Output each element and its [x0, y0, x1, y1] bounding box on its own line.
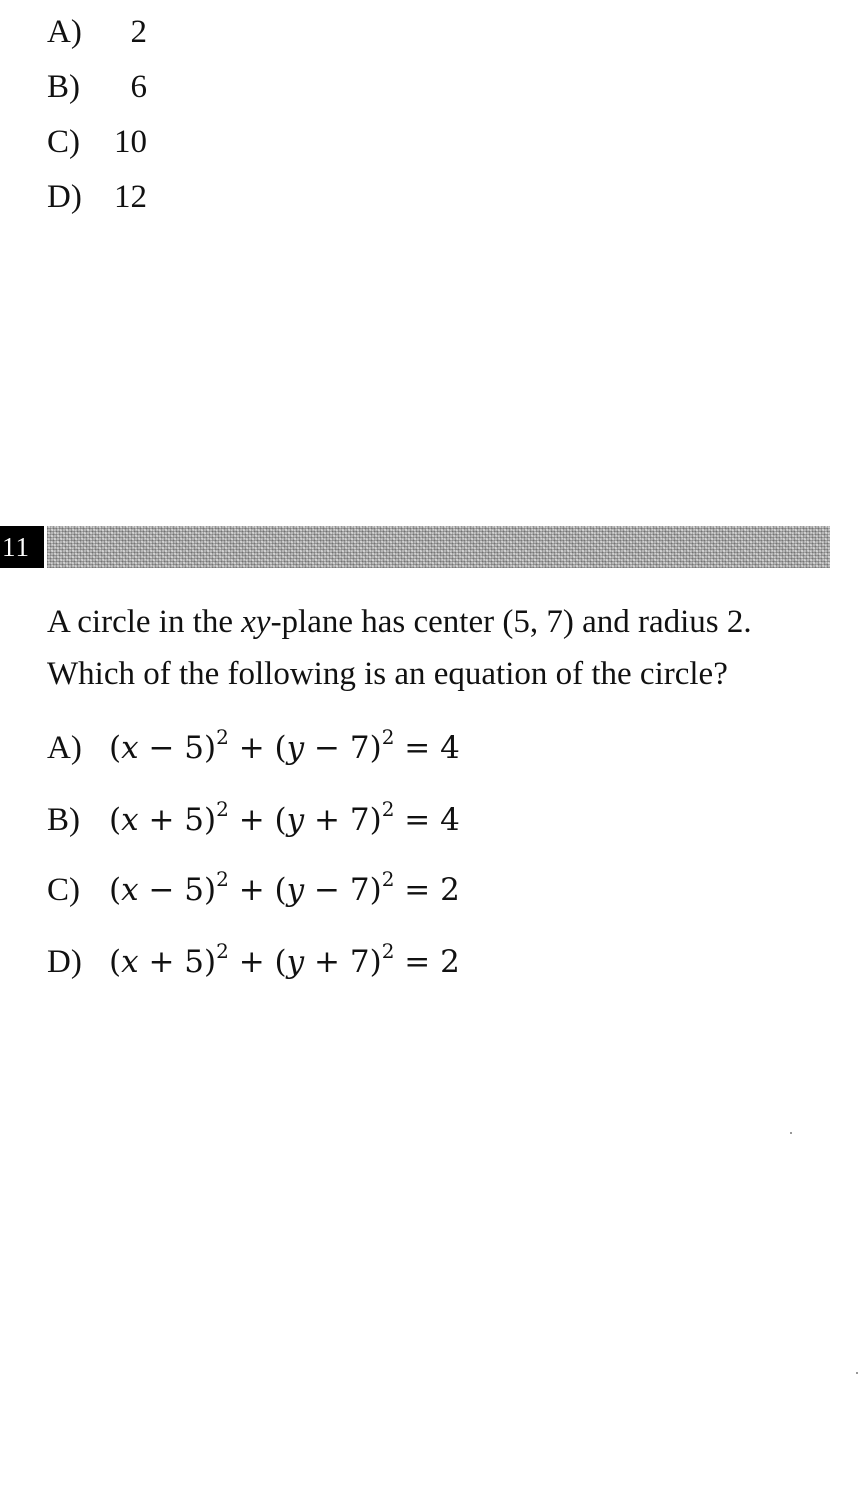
choice-d[interactable]	[47, 939, 460, 982]
choice-letter: D)	[47, 179, 82, 215]
question-line-2: Which of the following is an equation of the circle?	[47, 656, 728, 692]
question-text: A circle in the	[47, 604, 242, 640]
question-stem	[47, 596, 847, 700]
choice-c[interactable]	[47, 867, 460, 910]
question-number: 11	[0, 526, 44, 568]
choice-b[interactable]	[47, 797, 460, 840]
question-text: -plane has center (5, 7) and radius 2.	[270, 604, 752, 640]
choice-letter: B)	[47, 802, 80, 838]
choice-value: 10	[114, 124, 147, 160]
choice-a[interactable]	[47, 725, 460, 768]
header-pattern-band	[47, 526, 830, 568]
equation: $(x + 5)^2 + (y + 7)^2 = 2$	[109, 939, 460, 980]
choice-letter: D)	[47, 944, 82, 980]
choice-letter: B)	[47, 69, 80, 105]
scan-speck	[856, 1372, 858, 1374]
prev-choice-a[interactable]	[47, 12, 147, 52]
question-variable: xy	[241, 604, 271, 640]
equation: $(x - 5)^2 + (y - 7)^2 = 4$	[109, 725, 460, 766]
equation: $(x + 5)^2 + (y + 7)^2 = 4$	[109, 797, 460, 838]
choice-letter: C)	[47, 872, 80, 908]
prev-choice-d[interactable]	[47, 177, 147, 217]
choice-letter: A)	[47, 730, 82, 766]
choice-letter: A)	[47, 14, 82, 50]
equation: $(x - 5)^2 + (y - 7)^2 = 2$	[109, 867, 460, 908]
scan-speck	[790, 1132, 792, 1134]
choice-letter: C)	[47, 124, 80, 160]
choice-value: 12	[114, 179, 147, 215]
choice-value: 6	[130, 69, 147, 105]
question-header-bar	[0, 526, 830, 568]
question-line-1	[47, 596, 847, 648]
choice-value: 2	[130, 14, 147, 50]
prev-choice-c[interactable]	[47, 122, 147, 162]
prev-choice-b[interactable]	[47, 67, 147, 107]
